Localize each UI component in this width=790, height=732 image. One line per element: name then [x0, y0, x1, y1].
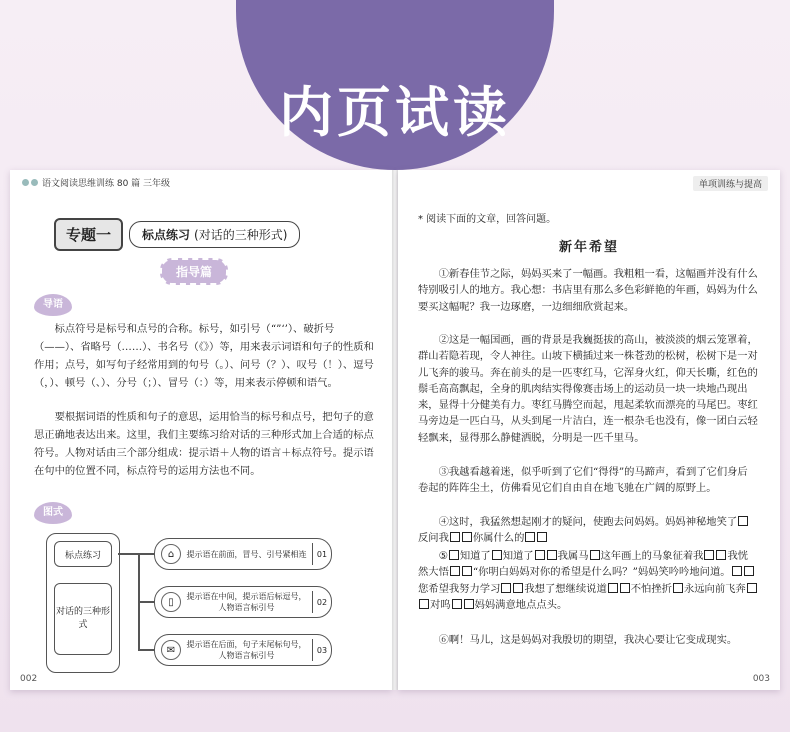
- intro-leaf-label: 导语: [34, 294, 72, 316]
- book-title: 语文阅读思维训练 80 篇 三年级: [42, 179, 171, 189]
- blank-box[interactable]: [590, 550, 600, 560]
- diagram-item-number: 03: [312, 639, 331, 661]
- guide-tag: 指导篇: [160, 258, 228, 285]
- right-page: [398, 170, 780, 690]
- p5-text: ⑤: [438, 550, 448, 562]
- diagram-sub: 对话的三种形式: [54, 583, 112, 655]
- article-title: 新年希望: [558, 240, 619, 255]
- diagram-item: [154, 586, 332, 618]
- p5-text: 我想了想继续说道: [524, 582, 607, 595]
- blank-box[interactable]: [462, 566, 472, 576]
- p5-text: 知道了: [459, 550, 491, 562]
- article-paragraph-4: [418, 514, 758, 547]
- topic-tag: 专题一: [54, 218, 123, 251]
- blank-box[interactable]: [732, 566, 742, 576]
- diagram-connector: [138, 601, 154, 603]
- open-book: [10, 170, 780, 710]
- left-page: [10, 170, 392, 690]
- blank-box[interactable]: [608, 583, 618, 593]
- blank-box[interactable]: [744, 566, 754, 576]
- diagram-item-text: 提示语在前面，冒号、引号紧相连: [186, 549, 307, 559]
- blank-box[interactable]: [525, 532, 535, 542]
- blank-box[interactable]: [704, 550, 714, 560]
- blank-box[interactable]: [513, 583, 523, 593]
- diagram-connector: [118, 553, 138, 555]
- blank-box[interactable]: [501, 583, 511, 593]
- blank-box[interactable]: [450, 532, 460, 542]
- p5-text: 不怕挫折: [630, 582, 672, 595]
- blank-box[interactable]: [738, 516, 748, 526]
- diagram-connector: [138, 649, 154, 651]
- p5-text: 永远向前飞奔: [683, 582, 746, 595]
- diagram-item-text: 提示语在后面，句子末尾标句号，人物语言标引号: [186, 640, 307, 660]
- blank-box[interactable]: [450, 566, 460, 576]
- diagram-root: 标点练习: [54, 541, 112, 567]
- right-running-header: 单项训练与提高: [693, 176, 768, 191]
- diagram-item-text: 提示语在中间，提示语后标逗号，人物语言标引号: [186, 592, 307, 612]
- blank-box[interactable]: [620, 583, 630, 593]
- p5-text: 这年画上的马象征着我: [600, 550, 704, 562]
- reading-instruction: * 阅读下面的文章，回答问题。: [418, 214, 557, 225]
- p4-text-c: 你属什么的: [472, 532, 525, 545]
- intro-paragraph-2: 要根据词语的性质和句子的意思，运用恰当的标号和点号，把句子的意思正确地表达出来。这里，我们主要练习给对话的三种形式加上合适的标点符号。人物对话由三个部分组成：提示语＋人物的语言＋标点符号。提示语在句中的位置不同，标点符号的运用方法也不同。: [34, 411, 374, 477]
- blank-box[interactable]: [419, 599, 429, 609]
- blank-box[interactable]: [449, 550, 459, 560]
- p5-text: 对呜: [430, 598, 451, 611]
- topic-sub: (对话的三种形式): [194, 228, 288, 242]
- blank-box[interactable]: [535, 550, 545, 560]
- diagram-item: [154, 538, 332, 570]
- article-paragraph-1: ①新春佳节之际，妈妈买来了一幅画。我粗粗一看，这幅画并没有什么特别吸引人的地方。我心想：书店里有那么多色彩鲜艳的年画，妈妈为什么要买这幅呢？我一边琢磨，一边细细欣赏起来。: [418, 268, 758, 313]
- dots-icon: [22, 179, 38, 186]
- p5-text: “你明白妈妈对你的希望是什么吗？”妈妈笑吟吟地问道。: [472, 566, 731, 579]
- blank-box[interactable]: [537, 532, 547, 542]
- p5-text: 我属马: [557, 550, 589, 562]
- article-paragraph-6: ⑥啊！马儿，这是妈妈对我殷切的期望，我决心要让它变成现实。: [438, 634, 738, 646]
- blank-box[interactable]: [747, 583, 757, 593]
- topic-name: [129, 221, 300, 248]
- blank-box[interactable]: [492, 550, 502, 560]
- left-page-number: 002: [20, 674, 38, 684]
- diagram-connector: [138, 553, 154, 555]
- blank-box[interactable]: [464, 599, 474, 609]
- blank-box[interactable]: [547, 550, 557, 560]
- title-banner: [236, 0, 554, 170]
- home-icon: ⌂: [161, 544, 181, 564]
- diagram-item-number: 01: [312, 543, 331, 565]
- right-page-number: 003: [752, 674, 770, 684]
- intro-paragraph-1: 标点符号是标号和点号的合称。标号，如引号（“”‘’）、破折号（——）、省略号（……）、书名号（《》）等，用来表示词语和句子的性质和作用；点号，如写句子经常用到的句号（。）、问号（？）、叹号（！）、逗号（，）、顿号（、）、分号（；）、冒号（：）等，用来表示停顿和语气。: [34, 323, 374, 389]
- p5-text: 您希望我努力学习: [418, 582, 501, 595]
- p5-text: 妈妈满意地点点头。: [474, 598, 568, 611]
- article-paragraph-3: ③我越看越着迷，似乎听到了它们“得得”的马蹄声，看到了它们身后卷起的阵阵尘土，仿佛看见它们自由自在地飞驰在广阔的原野上。: [418, 466, 748, 495]
- left-running-header: [22, 176, 170, 189]
- topic-header: [54, 218, 300, 251]
- diagram-item: [154, 634, 332, 666]
- diagram-leaf-label: 图式: [34, 502, 72, 524]
- blank-box[interactable]: [716, 550, 726, 560]
- mail-icon: ✉: [161, 640, 181, 660]
- diagram-item-number: 02: [312, 591, 331, 613]
- phone-icon: ▯: [161, 592, 181, 612]
- article-paragraph-2: ②这是一幅国画，画的背景是我巍挺拔的高山，被淡淡的烟云笼罩着，群山若隐若现，令人神往。山坡下横插过来一株苍劲的松树，松树下是一对儿飞奔的骏马。奔在前头的是一匹枣红马，它浑身火红，仰天长嘶，红色的鬃毛高高飘起，全身的肌肉结实得像赛击场上的运动员一块一块地凸现出来，显得十分健美有力。枣红马腾空而起，甩起柔软而漂亮的马尾巴。枣红马旁边是一匹白马，从头到尾一片洁白，连一根杂毛也没有，像一团白云轻轻飘来，显得那么静健洒脱，分明是一匹千里马。: [418, 334, 758, 444]
- blank-box[interactable]: [673, 583, 683, 593]
- p4-text-b: 反问我: [418, 532, 449, 545]
- banner-title: 内页试读: [279, 80, 511, 144]
- blank-box[interactable]: [452, 599, 462, 609]
- topic-bold: 标点练习: [142, 228, 191, 242]
- p5-text: 我恍然大悟: [418, 550, 749, 579]
- p5-text: 知道了: [502, 550, 534, 562]
- concept-diagram: [46, 533, 336, 673]
- article-paragraph-5: [418, 548, 758, 613]
- blank-box[interactable]: [462, 532, 472, 542]
- p4-text-a: ④这时，我猛然想起刚才的疑问，使跑去问妈妈。妈妈神秘地笑了: [438, 516, 738, 528]
